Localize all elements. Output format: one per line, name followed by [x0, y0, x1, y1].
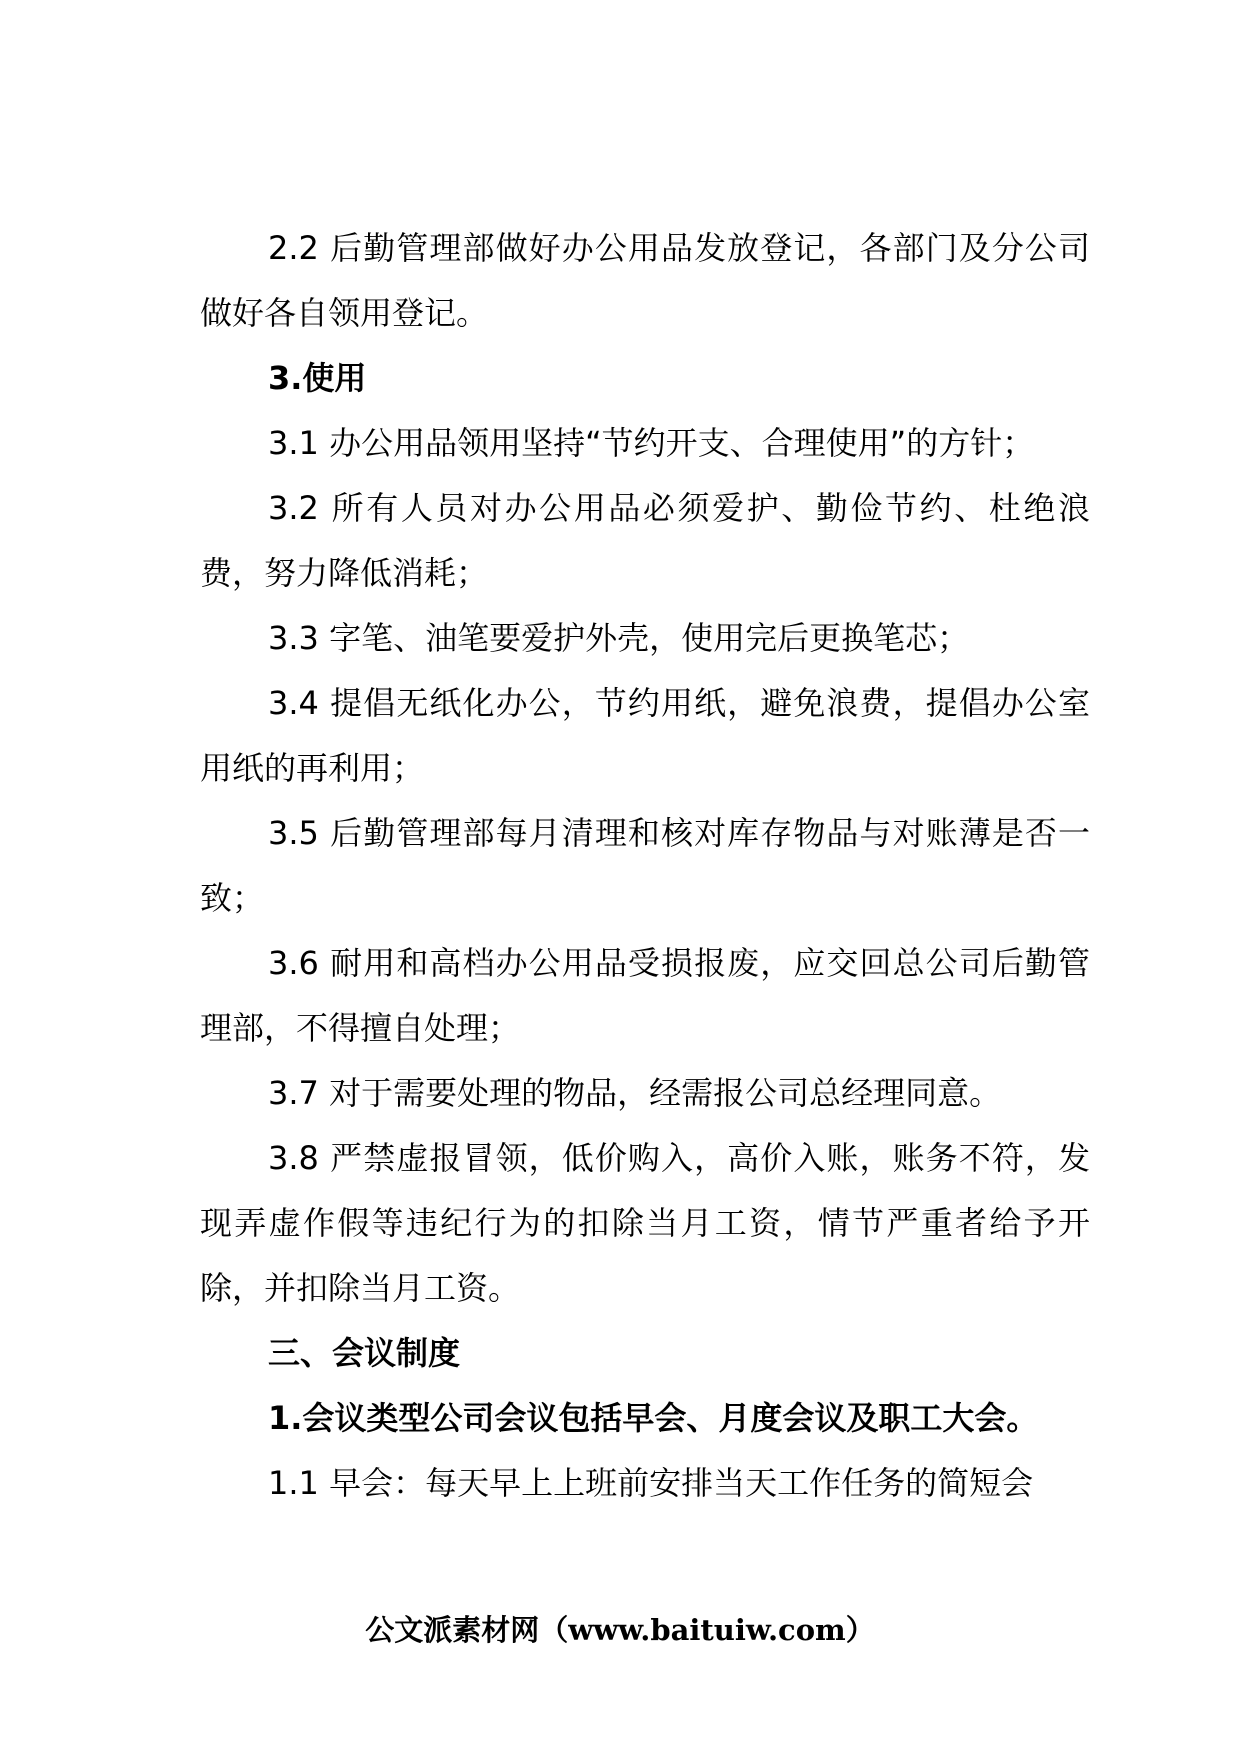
para-3-3: 3.3 字笔、油笔要爱护外壳，使用完后更换笔芯；: [268, 619, 970, 657]
para-1-1: 1.1 早会：每天早上上班前安排当天工作任务的简短会: [268, 1464, 1034, 1502]
para-3-4: 3.4 提倡无纸化办公，节约用纸，避免浪费，提倡办公室用纸的再利用；: [200, 684, 1090, 787]
para-3-8: 3.8 严禁虚报冒领，低价购入，高价入账，账务不符，发现弄虚作假等违纪行为的扣除当月工资，情节严重者给予开除，并扣除当月工资。: [200, 1139, 1090, 1307]
para-3-1: 3.1 办公用品领用坚持“节约开支、合理使用”的方针；: [268, 424, 1035, 462]
para-3-6: 3.6 耐用和高档办公用品受损报废，应交回总公司后勤管理部，不得擅自处理；: [200, 944, 1090, 1047]
para-2-2: 2.2 后勤管理部做好办公用品发放登记，各部门及分公司做好各自领用登记。: [200, 229, 1090, 332]
para-3-2: 3.2 所有人员对办公用品必须爱护、勤俭节约、杜绝浪费，努力降低消耗；: [200, 489, 1090, 592]
para-3-5: 3.5 后勤管理部每月清理和核对库存物品与对账薄是否一致；: [200, 814, 1090, 917]
para-3-7: 3.7 对于需要处理的物品，经需报公司总经理同意。: [268, 1074, 1002, 1112]
heading-3-use: 3.使用: [268, 359, 367, 397]
document-body: [200, 216, 1090, 1516]
footer-watermark: 公文派素材网（www.baituiw.com）: [365, 1613, 875, 1647]
heading-1-meeting-types: 1.会议类型公司会议包括早会、月度会议及职工大会。: [268, 1399, 1039, 1437]
heading-meeting-system: 三、会议制度: [268, 1334, 461, 1372]
